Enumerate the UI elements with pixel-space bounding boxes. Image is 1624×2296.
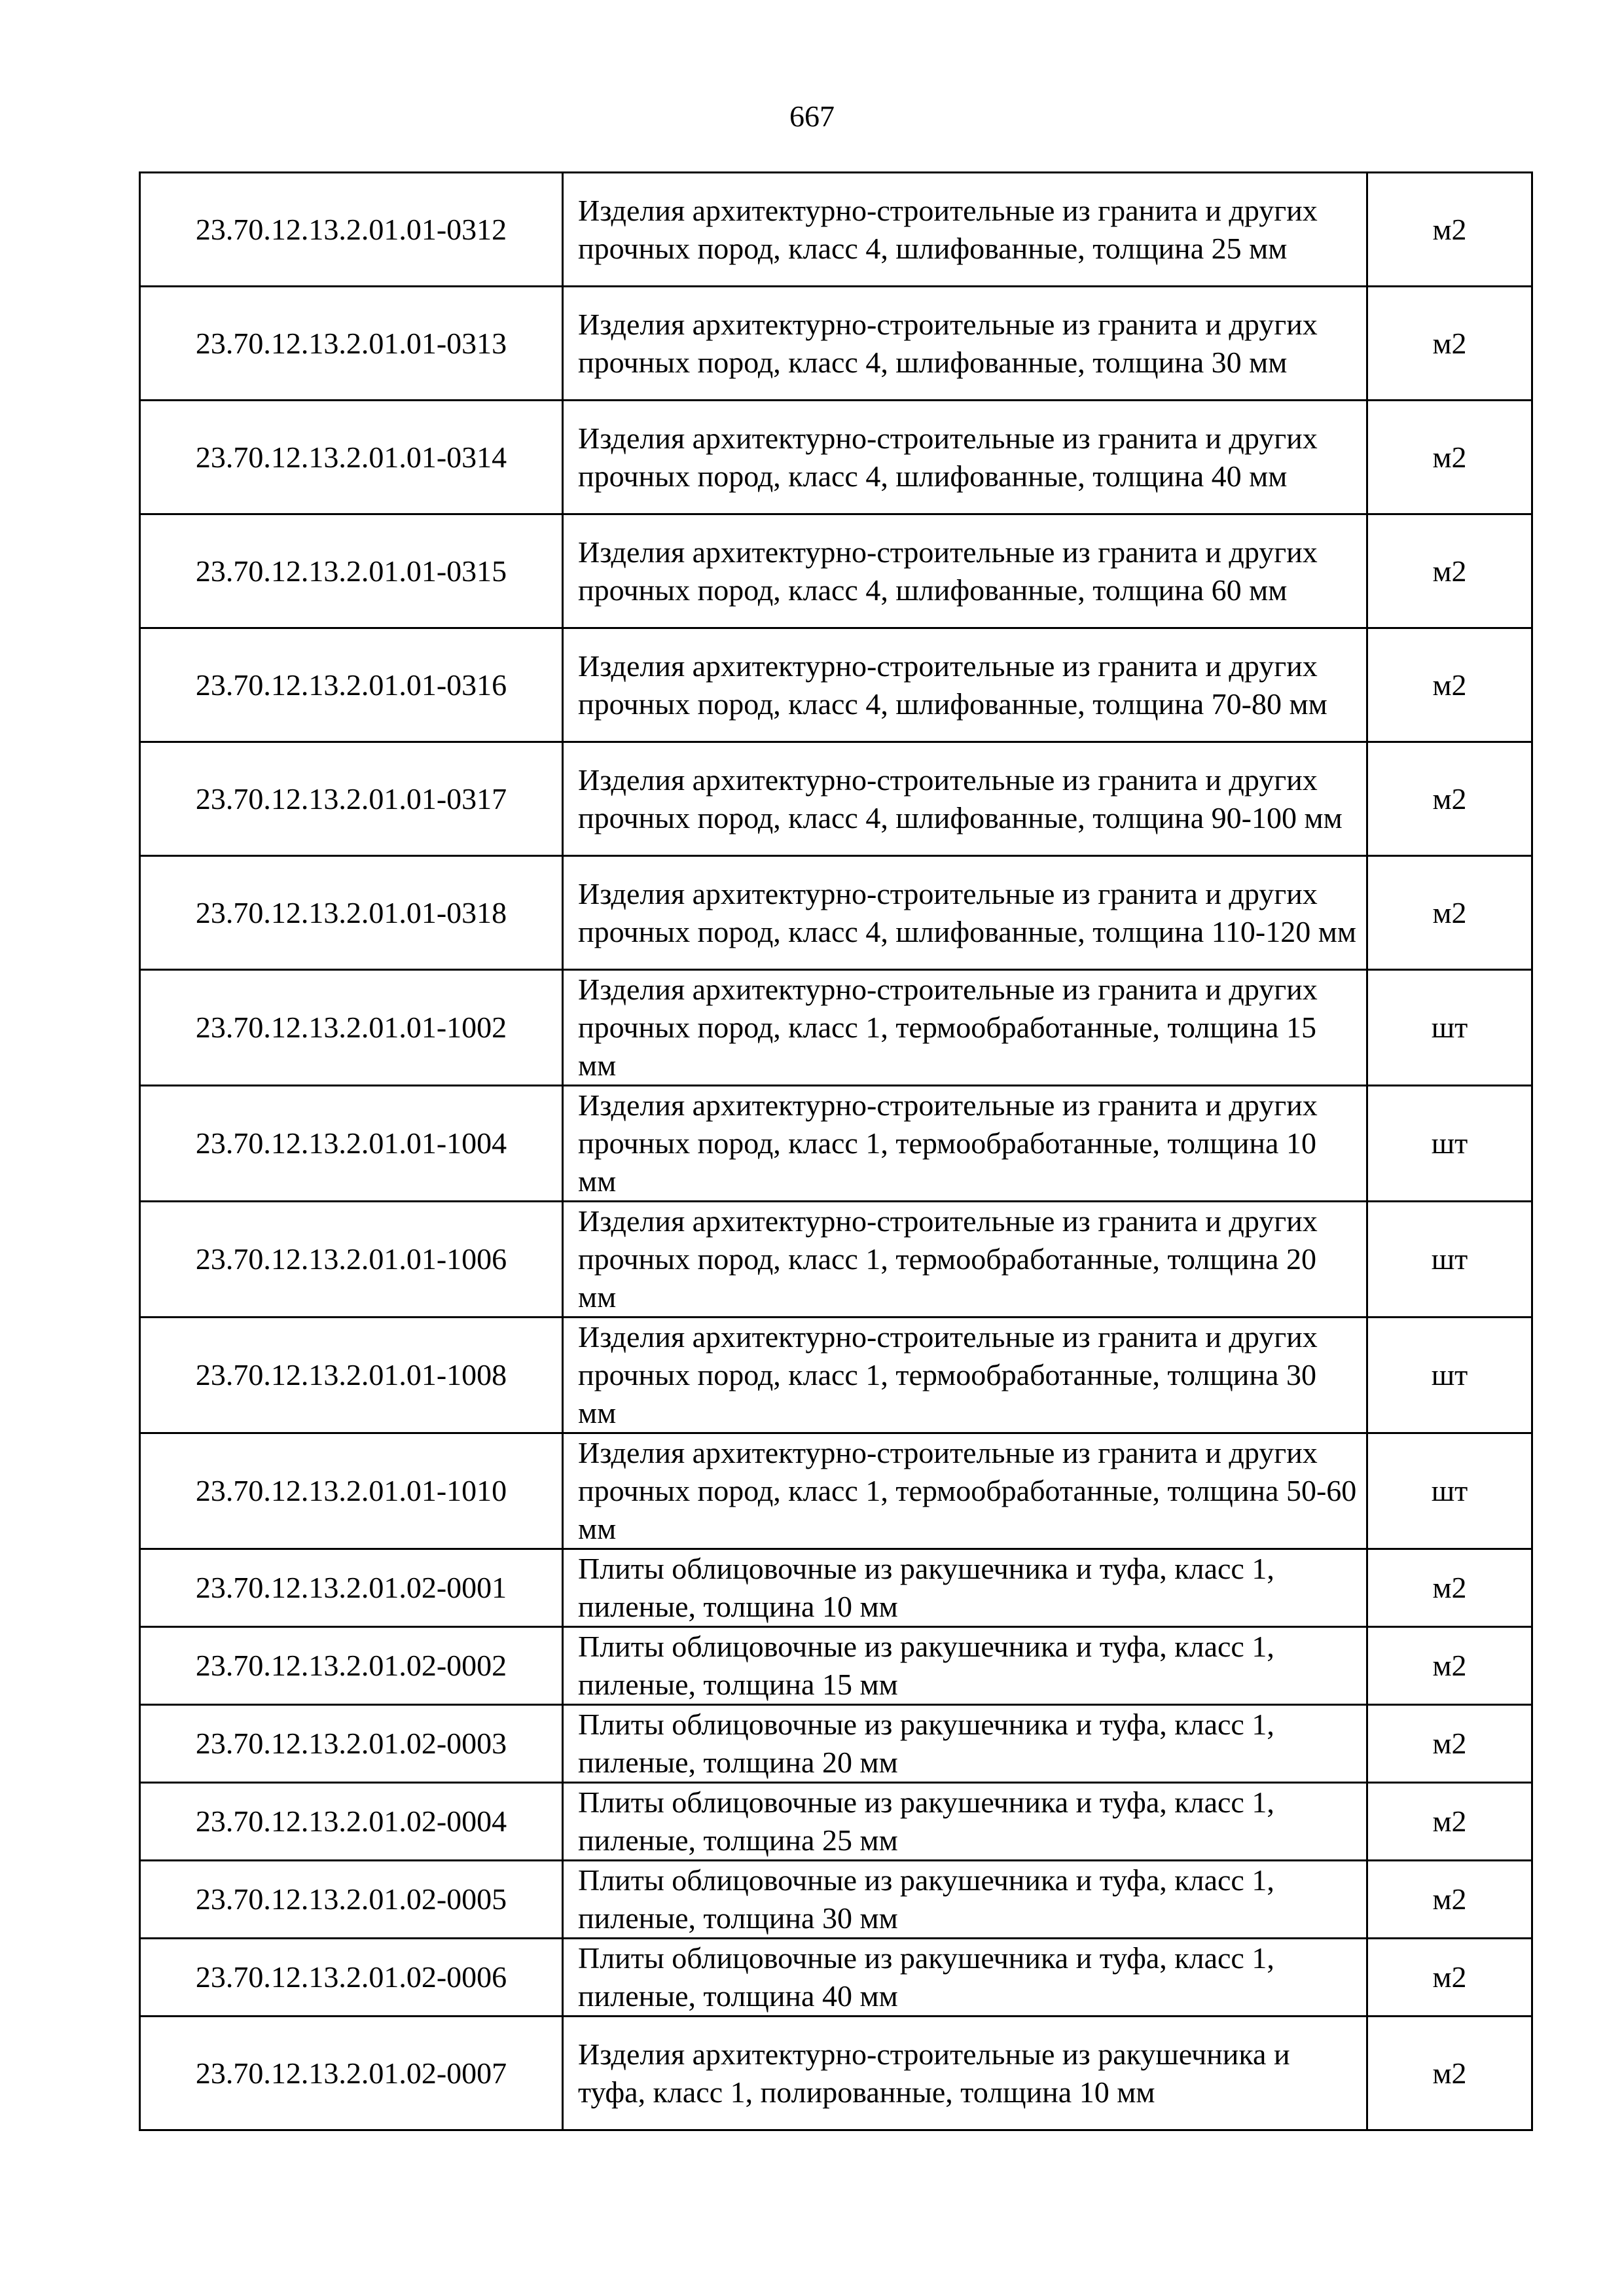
name-cell: Изделия архитектурно-строительные из гранита и других прочных пород, класс 4, шлифованные, толщина 110-120 мм	[563, 856, 1367, 970]
code-cell: 23.70.12.13.2.01.01-1002	[140, 970, 563, 1086]
name-cell: Изделия архитектурно-строительные из гранита и других прочных пород, класс 1, термообработанные, толщина 10 мм	[563, 1086, 1367, 1202]
table-row	[140, 856, 1532, 970]
page-number: 667	[789, 99, 835, 133]
code-cell: 23.70.12.13.2.01.01-1008	[140, 1318, 563, 1433]
unit-cell: м2	[1367, 287, 1532, 401]
code-cell: 23.70.12.13.2.01.02-0004	[140, 1783, 563, 1861]
table-row	[140, 173, 1532, 287]
code-cell: 23.70.12.13.2.01.02-0001	[140, 1549, 563, 1627]
name-cell: Плиты облицовочные из ракушечника и туфа, класс 1, пиленые, толщина 15 мм	[563, 1627, 1367, 1705]
table-row	[140, 1549, 1532, 1627]
unit-cell: шт	[1367, 970, 1532, 1086]
table-row	[140, 628, 1532, 742]
table-row	[140, 1318, 1532, 1433]
code-cell: 23.70.12.13.2.01.01-1006	[140, 1202, 563, 1318]
table-row	[140, 1783, 1532, 1861]
unit-cell: м2	[1367, 1627, 1532, 1705]
table-row	[140, 1202, 1532, 1318]
code-cell: 23.70.12.13.2.01.02-0007	[140, 2017, 563, 2130]
unit-cell: м2	[1367, 1705, 1532, 1783]
unit-cell: м2	[1367, 2017, 1532, 2130]
unit-cell: м2	[1367, 173, 1532, 287]
name-cell: Изделия архитектурно-строительные из гранита и других прочных пород, класс 4, шлифованные, толщина 40 мм	[563, 401, 1367, 514]
unit-cell: шт	[1367, 1318, 1532, 1433]
unit-cell: м2	[1367, 1861, 1532, 1939]
name-cell: Изделия архитектурно-строительные из гранита и других прочных пород, класс 4, шлифованные, толщина 60 мм	[563, 514, 1367, 628]
table-row	[140, 1705, 1532, 1783]
table-row	[140, 1433, 1532, 1549]
code-cell: 23.70.12.13.2.01.02-0005	[140, 1861, 563, 1939]
unit-cell: шт	[1367, 1202, 1532, 1318]
table-row	[140, 401, 1532, 514]
table-row	[140, 287, 1532, 401]
unit-cell: м2	[1367, 856, 1532, 970]
unit-cell: м2	[1367, 514, 1532, 628]
name-cell: Изделия архитектурно-строительные из гранита и других прочных пород, класс 4, шлифованные, толщина 30 мм	[563, 287, 1367, 401]
unit-cell: м2	[1367, 401, 1532, 514]
name-cell: Плиты облицовочные из ракушечника и туфа, класс 1, пиленые, толщина 40 мм	[563, 1939, 1367, 2017]
table-row	[140, 2017, 1532, 2130]
name-cell: Изделия архитектурно-строительные из гранита и других прочных пород, класс 1, термообработанные, толщина 30 мм	[563, 1318, 1367, 1433]
table-row	[140, 970, 1532, 1086]
name-cell: Изделия архитектурно-строительные из гранита и других прочных пород, класс 1, термообработанные, толщина 50-60 мм	[563, 1433, 1367, 1549]
code-cell: 23.70.12.13.2.01.02-0003	[140, 1705, 563, 1783]
code-cell: 23.70.12.13.2.01.01-0315	[140, 514, 563, 628]
name-cell: Изделия архитектурно-строительные из гранита и других прочных пород, класс 4, шлифованные, толщина 90-100 мм	[563, 742, 1367, 856]
table-row	[140, 1086, 1532, 1202]
code-cell: 23.70.12.13.2.01.01-0316	[140, 628, 563, 742]
code-cell: 23.70.12.13.2.01.02-0002	[140, 1627, 563, 1705]
unit-cell: шт	[1367, 1433, 1532, 1549]
unit-cell: м2	[1367, 628, 1532, 742]
table-row	[140, 742, 1532, 856]
unit-cell: м2	[1367, 742, 1532, 856]
name-cell: Изделия архитектурно-строительные из гранита и других прочных пород, класс 4, шлифованные, толщина 70-80 мм	[563, 628, 1367, 742]
name-cell: Плиты облицовочные из ракушечника и туфа, класс 1, пиленые, толщина 20 мм	[563, 1705, 1367, 1783]
table-row	[140, 1861, 1532, 1939]
resource-code-table	[139, 171, 1533, 2131]
unit-cell: шт	[1367, 1086, 1532, 1202]
code-cell: 23.70.12.13.2.01.01-0313	[140, 287, 563, 401]
code-cell: 23.70.12.13.2.01.01-0318	[140, 856, 563, 970]
code-cell: 23.70.12.13.2.01.02-0006	[140, 1939, 563, 2017]
name-cell: Плиты облицовочные из ракушечника и туфа, класс 1, пиленые, толщина 25 мм	[563, 1783, 1367, 1861]
name-cell: Изделия архитектурно-строительные из гранита и других прочных пород, класс 1, термообработанные, толщина 15 мм	[563, 970, 1367, 1086]
unit-cell: м2	[1367, 1783, 1532, 1861]
code-cell: 23.70.12.13.2.01.01-0314	[140, 401, 563, 514]
table-row	[140, 1939, 1532, 2017]
code-cell: 23.70.12.13.2.01.01-0317	[140, 742, 563, 856]
unit-cell: м2	[1367, 1549, 1532, 1627]
code-cell: 23.70.12.13.2.01.01-1010	[140, 1433, 563, 1549]
table-row	[140, 514, 1532, 628]
name-cell: Плиты облицовочные из ракушечника и туфа, класс 1, пиленые, толщина 30 мм	[563, 1861, 1367, 1939]
table-row	[140, 1627, 1532, 1705]
code-cell: 23.70.12.13.2.01.01-1004	[140, 1086, 563, 1202]
name-cell: Изделия архитектурно-строительные из гранита и других прочных пород, класс 1, термообработанные, толщина 20 мм	[563, 1202, 1367, 1318]
name-cell: Изделия архитектурно-строительные из ракушечника и туфа, класс 1, полированные, толщина 10 мм	[563, 2017, 1367, 2130]
name-cell: Изделия архитектурно-строительные из гранита и других прочных пород, класс 4, шлифованные, толщина 25 мм	[563, 173, 1367, 287]
unit-cell: м2	[1367, 1939, 1532, 2017]
code-cell: 23.70.12.13.2.01.01-0312	[140, 173, 563, 287]
name-cell: Плиты облицовочные из ракушечника и туфа, класс 1, пиленые, толщина 10 мм	[563, 1549, 1367, 1627]
